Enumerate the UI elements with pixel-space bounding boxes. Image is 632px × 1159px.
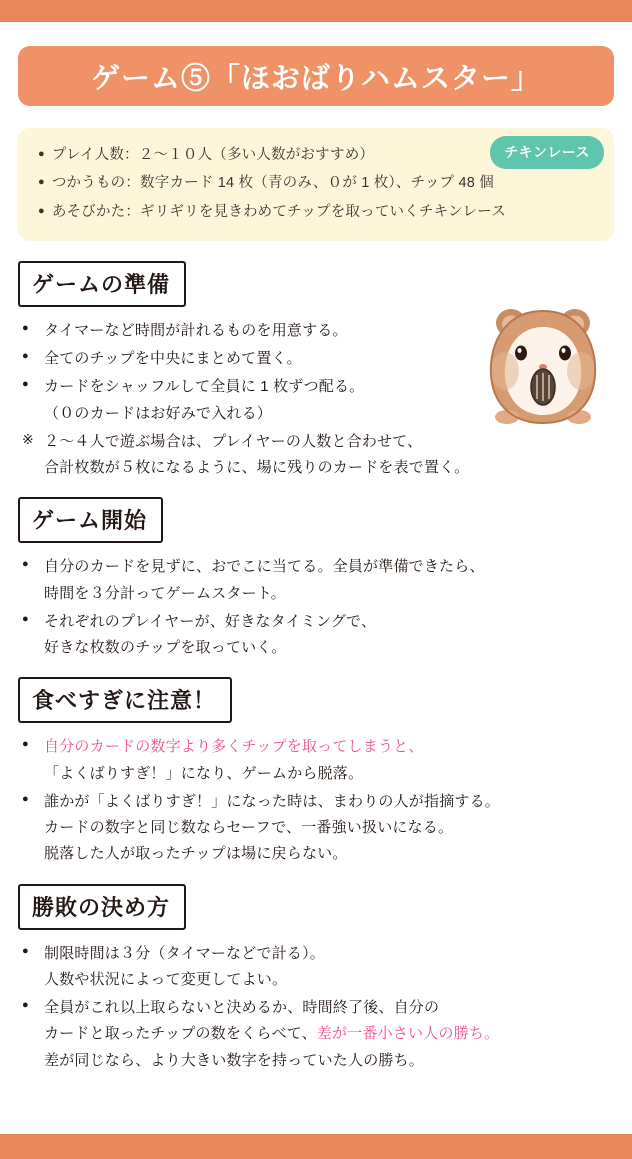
- list-item-text: [44, 609, 614, 662]
- bullet-icon: ●: [22, 944, 29, 957]
- top-decorative-bar: [0, 0, 632, 22]
- list-item-text: [44, 554, 614, 607]
- line-1: 自分のカードを見ずに、おでこに当てる。全員が準備できたら、: [44, 558, 485, 576]
- info-text: あそびかた：ギリギリを見きわめてチップを取っていくチキンレース: [51, 203, 506, 220]
- bullet-icon: ●: [22, 738, 29, 751]
- info-text: プレイ人数：２〜１０人（多い人数がおすすめ）: [51, 147, 375, 163]
- page-title: ゲーム⑤「ほおばりハムスター」: [90, 62, 541, 95]
- line-2: 好きな枚数のチップを取っていく。: [44, 639, 287, 657]
- list-item: [22, 995, 614, 1074]
- section-heading: ゲーム開始: [18, 497, 163, 543]
- line-2-highlight: 差が一番小さい人の勝ち。: [316, 1025, 500, 1043]
- line-1: それぞれのプレイヤーが、好きなタイミングで、: [44, 612, 377, 630]
- info-text: つかうもの：数字カード 14 枚（青のみ、０が 1 枚）、チップ 48 個: [51, 175, 494, 192]
- line-2: 時間を３分計ってゲームスタート。: [44, 584, 286, 602]
- info-line: [38, 169, 594, 197]
- list-item: [22, 789, 614, 868]
- list-item-text: [44, 734, 614, 787]
- bottom-decorative-bar: [0, 1137, 632, 1159]
- bullet-icon: ●: [22, 321, 29, 334]
- list-item-text: [44, 941, 614, 994]
- bullet-icon: ●: [22, 999, 29, 1012]
- line-2: カードの数字と同じ数ならセーフで、一番強い扱いになる。: [44, 819, 454, 837]
- line-1: 全員がこれ以上取らないと決めるか、時間終了後、自分の: [44, 999, 440, 1017]
- list-item-text: [44, 789, 614, 868]
- section-winning: [18, 884, 614, 1074]
- line-2: 「よくばりすぎ！」になり、ゲームから脱落。: [44, 764, 364, 782]
- note-icon: ※: [22, 430, 34, 447]
- bullet-icon: ●: [22, 558, 29, 571]
- genre-tag-badge: チキンレース: [490, 136, 604, 169]
- hamster-illustration: [477, 297, 612, 437]
- section-start: [18, 497, 614, 661]
- line-3: 脱落した人が取ったチップは場に戻らない。: [44, 845, 348, 863]
- section-body: [18, 554, 614, 661]
- bullet-icon: ●: [22, 378, 29, 391]
- bullet-icon: ●: [38, 176, 45, 189]
- info-line: [38, 198, 594, 226]
- info-box: [18, 128, 614, 241]
- line-1: 制限時間は３分（タイマーなどで計る）。: [44, 944, 326, 962]
- line-2: （０のカードはお好みで入れる）: [44, 404, 273, 422]
- bullet-icon: ●: [22, 792, 29, 805]
- section-body: [18, 734, 614, 867]
- line-2: 人数や状況によって変更してよい。: [44, 970, 288, 988]
- line-1: ２〜４人で遊ぶ場合は、プレイヤーの人数と合わせて、: [44, 432, 423, 450]
- line-2: [44, 1021, 614, 1047]
- bullet-icon: ●: [22, 350, 29, 363]
- bullet-icon: ●: [38, 148, 45, 160]
- line-1-highlight: 自分のカードの数字より多くチップを取ってしまうと、: [44, 738, 424, 756]
- page-content: [0, 22, 632, 1134]
- line-1: カードをシャッフルして全員に 1 枚ずつ配る。: [44, 378, 365, 396]
- list-item: [22, 554, 614, 607]
- line-2: 合計枚数が５枚になるように、場に残りのカードを表で置く。: [44, 459, 470, 477]
- title-banner: [18, 46, 614, 106]
- section-heading: 食べすぎに注意！: [18, 677, 232, 723]
- list-item-text: 全てのチップを中央にまとめて置く。: [44, 350, 302, 368]
- bullet-icon: ●: [22, 612, 29, 625]
- line-2-part: カードと取ったチップの数をくらべて、: [44, 1025, 317, 1043]
- list-item-text: [44, 995, 614, 1074]
- section-body: [18, 941, 614, 1074]
- list-item: [22, 609, 614, 662]
- list-item: [22, 734, 614, 787]
- line-1: 誰かが「よくばりすぎ！」になった時は、まわりの人が指摘する。: [44, 792, 501, 810]
- list-item-text: タイマーなど時間が計れるものを用意する。: [44, 321, 348, 339]
- line-3: 差が同じなら、より大きい数字を持っていた人の勝ち。: [44, 1051, 425, 1069]
- section-heading: 勝敗の決め方: [18, 884, 186, 930]
- bullet-icon: ●: [38, 204, 45, 217]
- list-item: [22, 941, 614, 994]
- section-warning: [18, 677, 614, 867]
- section-heading: ゲームの準備: [18, 261, 186, 307]
